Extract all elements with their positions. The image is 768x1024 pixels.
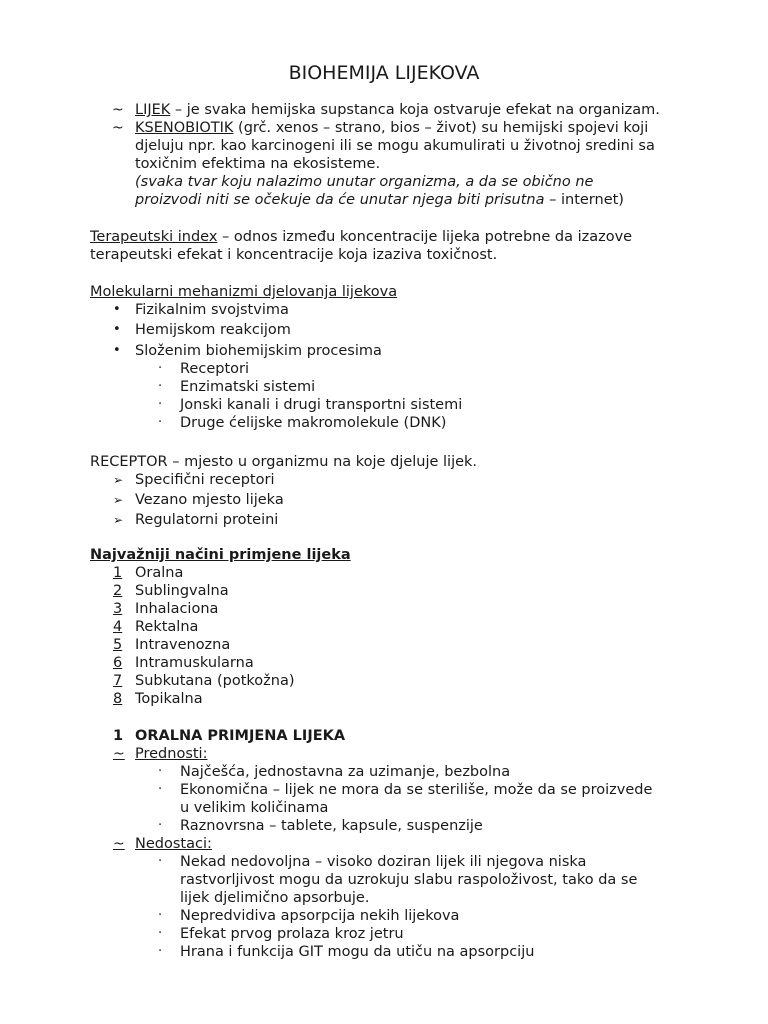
numbered-item-text: Inhalaciona: [135, 601, 219, 617]
term-lijek: LIJEK: [135, 102, 171, 118]
therapeutic-index-paragraph: [90, 228, 740, 264]
receptor-definition: RECEPTOR – mjesto u organizmu na koje djeluje lijek.: [90, 454, 478, 470]
list-item: [90, 471, 740, 489]
arrow-marker: ➢: [113, 473, 124, 487]
section-heading-text: ORALNA PRIMJENA LIJEKA: [135, 728, 346, 744]
dot-marker: ·: [158, 397, 163, 412]
list-item: [90, 511, 740, 529]
section-heading: Molekularni mehanizmi djelovanja lijekova: [90, 284, 398, 300]
dot-marker: ·: [158, 764, 163, 779]
dot-marker: ·: [158, 854, 163, 869]
advantage-text: Najčešća, jednostavna za uzimanje, bezbolna: [180, 764, 511, 780]
numbered-item-text: Oralna: [135, 565, 184, 581]
bullet-marker: •: [113, 343, 121, 358]
numbered-item: [90, 672, 740, 690]
numbered-item-text: Topikalna: [135, 691, 203, 707]
numbered-item-text: Sublingvalna: [135, 583, 229, 599]
oral-route-section: [90, 727, 750, 961]
disadvantage-text: Nepredvidiva apsorpcija nekih lijekova: [180, 908, 460, 924]
disadvantages-label-text: Nedostaci:: [135, 836, 212, 852]
disadvantage-item: [90, 943, 750, 961]
page-title: BIOHEMIJA LIJEKOVA: [288, 62, 480, 84]
disadvantage-text: Efekat prvog prolaza kroz jetru: [180, 926, 404, 942]
numbered-item-text: Intravenozna: [135, 637, 231, 653]
numbered-item: [90, 618, 740, 636]
disadvantage-text: lijek djelimično apsorbuje.: [180, 890, 370, 906]
advantage-text: Ekonomična – lijek ne mora da se steriliše, može da se proizvede: [180, 782, 653, 798]
numbered-item: [90, 600, 740, 618]
definition-ksenobiotik: [112, 119, 732, 137]
numbered-item: [90, 564, 740, 582]
item-number: 6: [113, 655, 123, 671]
sub-list-item-text: Enzimatski sistemi: [180, 379, 316, 395]
term-terapeutski-index: Terapeutski index: [90, 229, 218, 245]
tilde-marker: ~: [113, 746, 125, 762]
dot-marker: ·: [158, 908, 163, 923]
administration-routes-section: [90, 546, 740, 708]
advantages-label: [90, 745, 750, 763]
list-item-text: Regulatorni proteini: [135, 512, 279, 528]
note-line: [112, 191, 732, 209]
numbered-item-text: Intramuskularna: [135, 655, 254, 671]
bullet-marker: •: [113, 322, 121, 337]
dot-marker: ·: [158, 415, 163, 430]
dot-marker: ·: [158, 361, 163, 376]
list-item-text: Hemijskom reakcijom: [135, 322, 291, 338]
dot-marker: ·: [158, 818, 163, 833]
disadvantage-text: Nekad nedovoljna – visoko doziran lijek ili njegova niska: [180, 854, 587, 870]
advantage-text: Raznovrsna – tablete, kapsule, suspenzije: [180, 818, 483, 834]
sub-list-item: [90, 378, 740, 396]
list-item-text: Fizikalnim svojstvima: [135, 302, 289, 318]
arrow-marker: ➢: [113, 513, 124, 527]
definition-text: – je svaka hemijska supstanca koja ostvaruje efekat na organizam.: [170, 102, 660, 118]
tilde-marker: ~: [113, 836, 125, 852]
definition-text: djeluju npr. kao karcinogeni ili se mogu akumulirati u životnoj sredini sa: [135, 138, 655, 154]
paragraph-text: terapeutski efekat i koncentracije koja izaziva toxičnost.: [90, 247, 498, 263]
sub-list-item: [90, 396, 740, 414]
arrow-marker: ➢: [113, 493, 124, 507]
sub-list-item-text: Jonski kanali i drugi transportni sistemi: [180, 397, 463, 413]
molecular-mechanisms-section: [90, 283, 740, 432]
dot-marker: ·: [158, 926, 163, 941]
item-number: 8: [113, 691, 123, 707]
item-number: 2: [113, 583, 123, 599]
note-source: – internet): [544, 192, 624, 208]
list-item-text: Vezano mjesto lijeka: [135, 492, 284, 508]
list-item: [90, 321, 740, 339]
disadvantage-item: [90, 907, 750, 925]
receptor-section: [90, 453, 740, 529]
list-item-text: Specifični receptori: [135, 472, 275, 488]
term-ksenobiotik: KSENOBIOTIK: [135, 120, 234, 136]
note-text: proizvodi niti se očekuje da će unutar njega biti prisutna: [135, 192, 545, 208]
definitions-list: [112, 101, 732, 209]
disadvantages-label: [90, 835, 750, 853]
disadvantage-item: [90, 853, 750, 871]
list-item: [90, 301, 740, 319]
sub-list-item: [90, 414, 740, 432]
numbered-item: [90, 690, 740, 708]
disadvantage-item: [90, 925, 750, 943]
tilde-marker: ~: [112, 102, 124, 118]
sub-list-item-text: Druge ćelijske makromolekule (DNK): [180, 415, 447, 431]
item-number: 7: [113, 673, 123, 689]
list-item-text: Složenim biohemijskim procesima: [135, 343, 382, 359]
definition-text: (grč. xenos – strano, bios – život) su hemijski spojevi koji: [233, 120, 649, 136]
dot-marker: ·: [158, 782, 163, 797]
bullet-marker: •: [113, 302, 121, 317]
disadvantage-text: Hrana i funkcija GIT mogu da utiču na apsorpciju: [180, 944, 535, 960]
numbered-item: [90, 636, 740, 654]
item-number: 4: [113, 619, 123, 635]
tilde-marker: ~: [112, 120, 124, 136]
list-item: [90, 342, 740, 360]
advantage-text: u velikim količinama: [180, 800, 329, 816]
disadvantage-text: rastvorljivost mogu da uzrokuju slabu raspoloživost, tako da se: [180, 872, 638, 888]
definition-lijek: [112, 101, 732, 119]
section-number: 1: [113, 728, 124, 744]
item-number: 5: [113, 637, 123, 653]
advantages-label-text: Prednosti:: [135, 746, 208, 762]
paragraph-text: – odnos između koncentracije lijeka potrebne da izazove: [217, 229, 633, 245]
definition-text: toxičnim efektima na ekosisteme.: [135, 156, 381, 172]
advantage-item: [90, 763, 750, 781]
numbered-item: [90, 654, 740, 672]
advantage-item: [90, 817, 750, 835]
section-heading: Najvažniji načini primjene lijeka: [90, 547, 351, 563]
dot-marker: ·: [158, 944, 163, 959]
advantage-item: [90, 781, 750, 799]
numbered-item-text: Rektalna: [135, 619, 199, 635]
section-heading: [90, 727, 750, 745]
sub-list-item: [90, 360, 740, 378]
dot-marker: ·: [158, 379, 163, 394]
numbered-item-text: Subkutana (potkožna): [135, 673, 295, 689]
item-number: 3: [113, 601, 123, 617]
numbered-item: [90, 582, 740, 600]
item-number: 1: [113, 565, 123, 581]
sub-list-item-text: Receptori: [180, 361, 249, 377]
note-text: (svaka tvar koju nalazimo unutar organizma, a da se obično ne: [135, 174, 594, 190]
list-item: [90, 491, 740, 509]
